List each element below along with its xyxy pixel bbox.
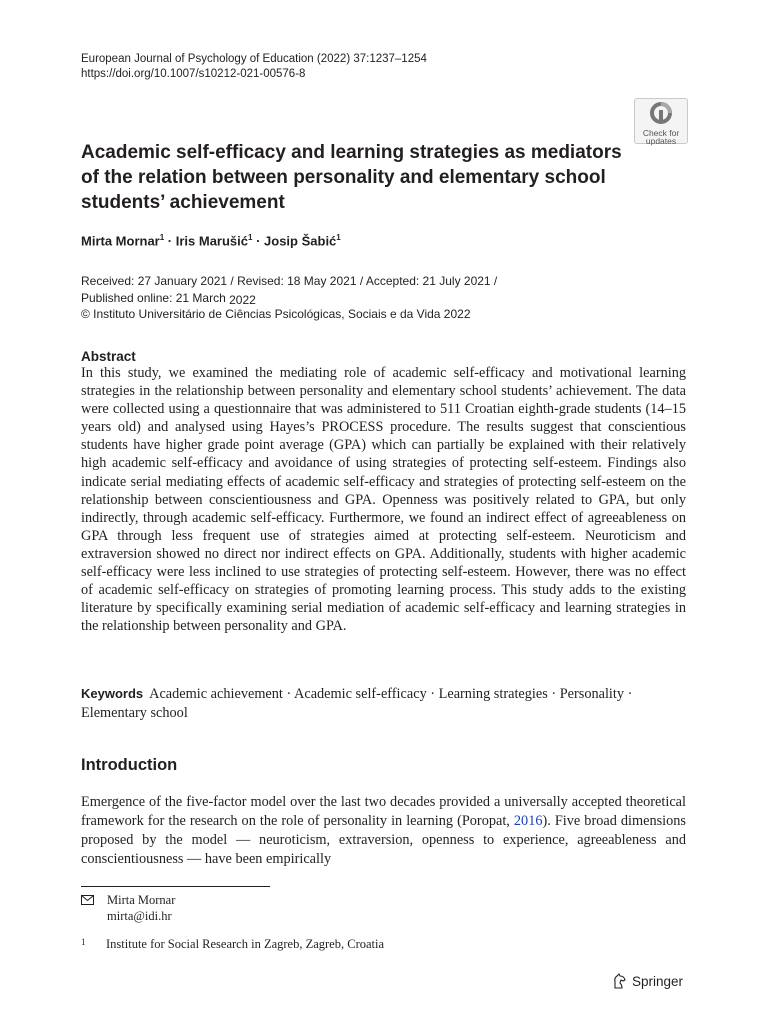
author-email[interactable]: mirta@idi.hr [107, 908, 172, 923]
crossmark-icon [650, 102, 672, 124]
journal-citation: European Journal of Psychology of Education (2022) 37:1237–1254 [81, 53, 427, 65]
abstract-heading: Abstract [81, 349, 136, 364]
keywords [81, 685, 686, 722]
doi-link[interactable]: https://doi.org/10.1007/s10212-021-00576-8 [81, 68, 306, 80]
introduction-heading: Introduction [81, 756, 178, 774]
copyright: © Instituto Universitário de Ciências Psicológicas, Sociais e da Vida 2022 [81, 307, 471, 321]
abstract-text: In this study, we examined the mediating role of academic self-efficacy and motivational learning strategies in the relationship between personality and elementary school students’ achievement. The data were collected using a questionnaire that was administered to 511 Croatian eighth-grade students (14–15 years old) and analysed using Hayes’s PROCESS procedure. The results suggest that conscientious students have higher grade point average (GPA) which can partially be explained with their relatively high academic self-efficacy and avoidance of using strategies of protecting self-esteem. Findings also indicate serial mediating effects of academic self-efficacy and strategies of protecting self-esteem on the relationship between conscientiousness and GPA. Openness was positively related to GPA, but only indirectly, through academic self-efficacy. Furthermore, we found an indirect effect of agreeableness on GPA through less frequent use of strategies aimed at protecting self-esteem. Neuroticism and extraversion showed no direct nor indirect effects on GPA. Additionally, students with higher academic self-efficacy were less inclined to use strategies of protecting self-esteem. However, there was no effect of academic self-efficacy on strategies of promoting learning process. This study adds to the existing literature by specifically examining serial mediation of academic self-efficacy and learning strategies in the relationship between personality and GPA. [81, 365, 686, 635]
envelope-icon [81, 895, 94, 905]
footnote-divider [81, 886, 270, 887]
author-list [81, 233, 341, 248]
introduction-text: Emergence of the five-factor model over the last two decades provided a universally accepted theoretical framework for the research on the role of personality in learning (Poropat, 2016). Five broad dimensions proposed by the model — neuroticism, extraversion, openness to experience, agreeableness and conscientiousness — have been empirically [81, 794, 686, 867]
author-separator: · [164, 233, 176, 249]
received-revised-accepted: Received: 27 January 2021 / Revised: 18 May 2021 / Accepted: 21 July 2021 / [81, 274, 498, 288]
author-affiliation-ref: 1 [336, 233, 341, 242]
journal-header [81, 52, 427, 82]
check-for-updates-badge[interactable] [634, 98, 688, 144]
corresponding-author: Mirta Mornar [107, 893, 176, 907]
keywords-list: Academic achievement · Academic self-efficacy · Learning strategies · Personality · Elementary school [81, 686, 633, 721]
author-affiliation-ref: 1 [248, 233, 253, 242]
title-line: of the relation between personality and elementary school [81, 167, 606, 188]
publication-history [81, 273, 497, 323]
author-name[interactable]: Josip Šabić [264, 233, 337, 249]
author-affiliation-ref: 1 [159, 233, 165, 242]
keywords-label: Keywords [81, 686, 144, 701]
affiliation-note [81, 937, 384, 952]
affiliation-number: 1 [81, 937, 86, 947]
author-separator: · [252, 233, 265, 249]
badge-line-2: updates [645, 136, 677, 146]
article-title [81, 140, 641, 215]
publisher-name: Springer [632, 973, 684, 989]
springer-horse-icon [612, 973, 627, 989]
correspondence-note [81, 893, 175, 924]
title-line: Academic self-efficacy and learning strategies as mediators [81, 142, 622, 163]
author-name[interactable]: Mirta Mornar [81, 233, 160, 249]
badge-line-1: Check for [642, 128, 680, 138]
title-line: students’ achievement [81, 192, 285, 213]
publisher-logo [612, 973, 683, 989]
author-name[interactable]: Iris Marušić [175, 233, 249, 249]
affiliation-text: Institute for Social Research in Zagreb, Zagreb, Croatia [106, 937, 385, 951]
citation-link[interactable]: 2016 [513, 813, 543, 829]
published-online: Published online: 21 March 2022 [81, 290, 256, 307]
